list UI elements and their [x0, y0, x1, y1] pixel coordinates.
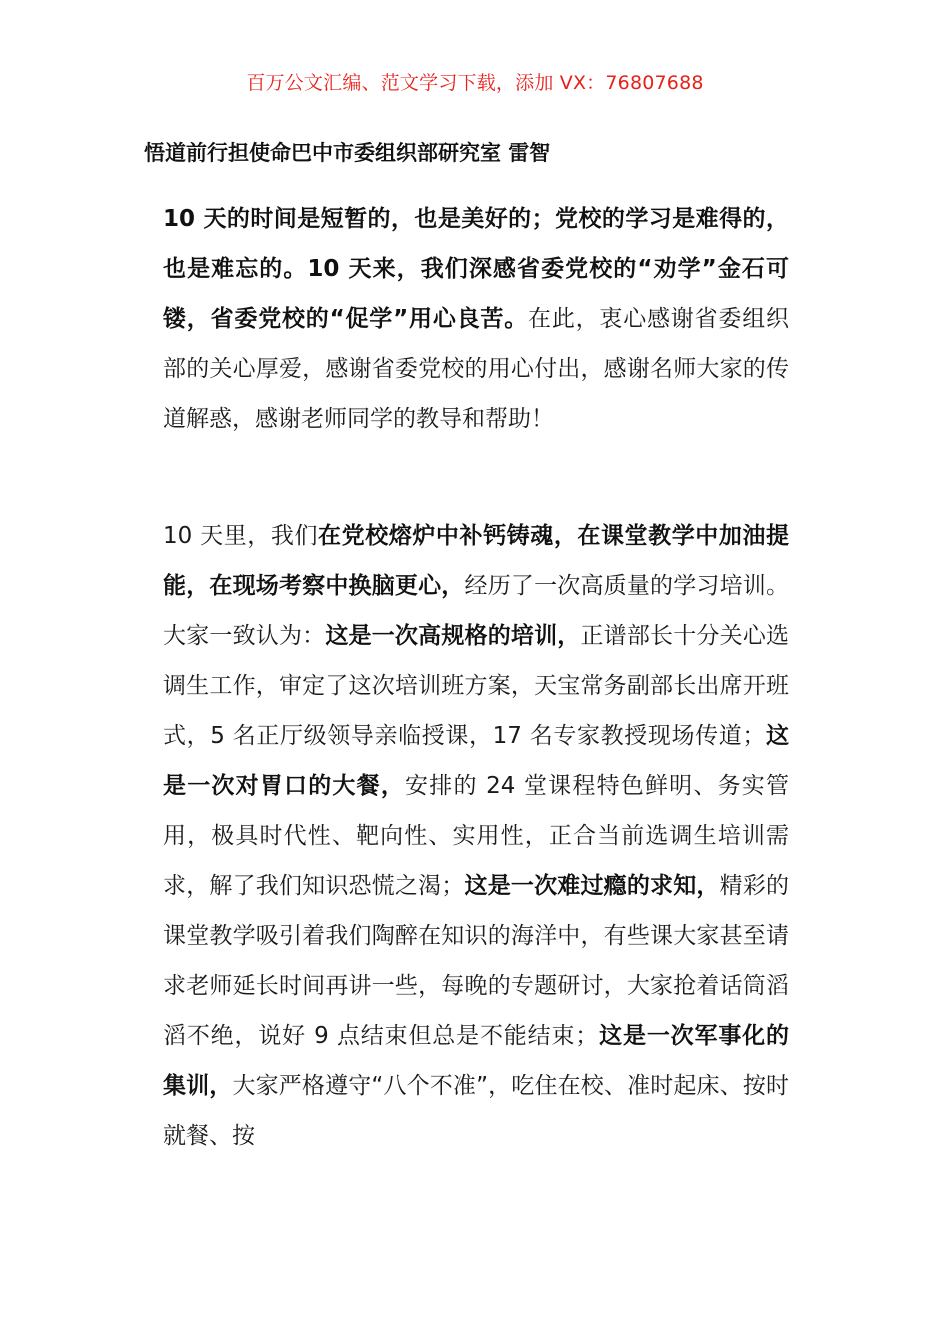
paragraph-2-text-3: 正谱部长十分关心选调生工作，审定了这次培训班方案，天宝常务副部长出席开班式，5 名正厅级领导亲临授课，17 名专家教授现场传道； — [163, 623, 790, 749]
paragraph-2-text-5: 精彩的课堂教学吸引着我们陶醉在知识的海洋中，有些课大家甚至请求老师延长时间再讲一些，每晚的专题研讨，大家抢着话筒滔滔不绝，说好 9 点结束但总是不能结束； — [163, 873, 790, 1049]
paragraph-2-bold-5: 这是一次军事化的集训， — [163, 1023, 789, 1099]
paragraph-2 — [163, 511, 789, 1161]
paragraph-2-text-4: 安排的 24 堂课程特色鲜明、务实管用，极具时代性、靶向性、实用性，正合当前选调生培训需求，解了我们知识恐慌之渴； — [163, 773, 790, 899]
paragraph-1 — [163, 194, 789, 444]
paragraph-2-bold-3: 这是一次对胃口的大餐， — [163, 723, 789, 799]
paragraph-2-text-2: 经历了一次高质量的学习培训。大家一致认为： — [163, 573, 789, 649]
paragraph-2-bold-4: 这是一次难过瘾的求知， — [464, 873, 720, 899]
header-note: 百万公文汇编、范文学习下载，添加 VX：76807688 — [246, 72, 704, 94]
paragraph-2-text-6: 大家严格遵守“八个不准”，吃住在校、准时起床、按时就餐、按 — [163, 1073, 789, 1149]
document-title: 悟道前行担使命巴中市委组织部研究室 雷智 — [144, 141, 551, 165]
paragraph-2-bold-1: 在党校熔炉中补钙铸魂，在课堂教学中加油提能，在现场考察中换脑更心， — [163, 523, 790, 599]
paragraph-2-bold-2: 这是一次高规格的培训， — [325, 623, 581, 649]
paragraph-1-bold: 10 天的时间是短暂的，也是美好的；党校的学习是难得的，也是难忘的。10 天来，我们深感省委党校的“劝学”金石可镂，省委党校的“促学”用心良苦。 — [163, 206, 789, 332]
paragraph-1-text: 在此，衷心感谢省委组织部的关心厚爱，感谢省委党校的用心付出，感谢名师大家的传道解惑，感谢老师同学的教导和帮助！ — [163, 306, 790, 432]
paragraph-2-text-1: 10 天里，我们 — [163, 523, 319, 549]
